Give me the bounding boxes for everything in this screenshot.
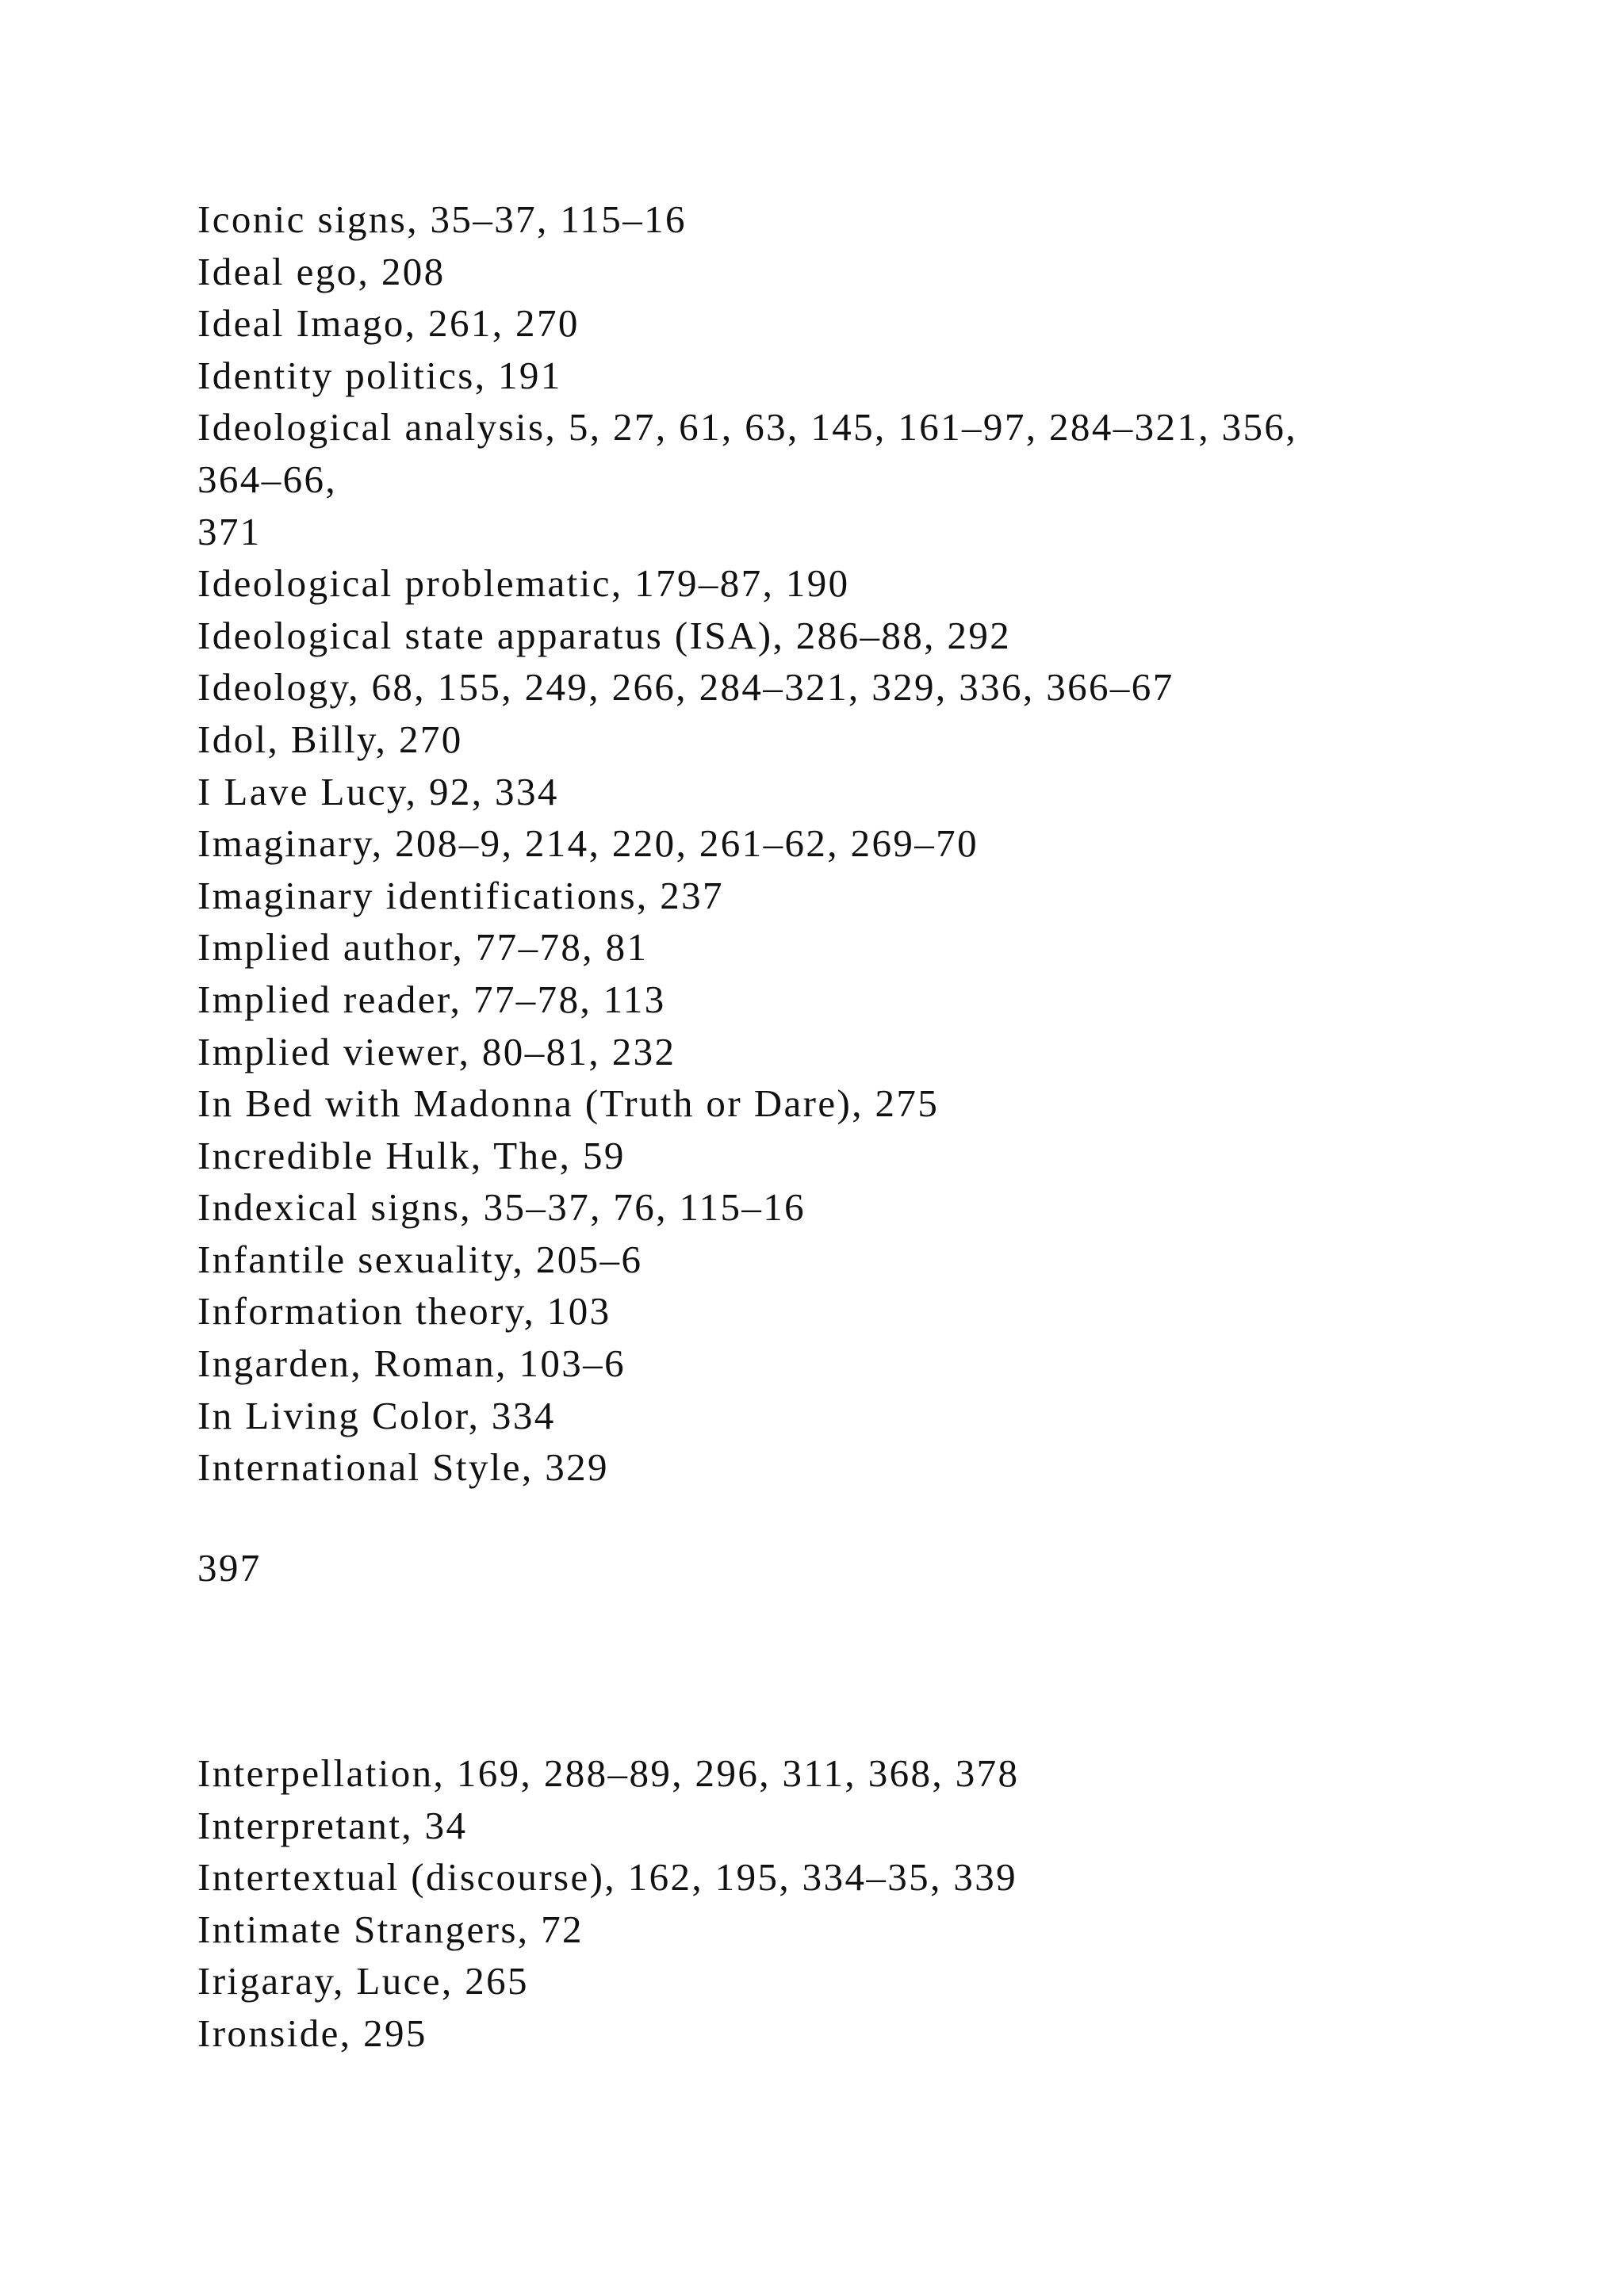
index-entry: Identity politics, 191 (197, 353, 562, 397)
index-entry: In Bed with Madonna (Truth or Dare), 275 (197, 1081, 940, 1126)
index-entry: Ideological analysis, 5, 27, 61, 63, 145, 161–97, 284–321, 356, (197, 405, 1297, 450)
index-entry: International Style, 329 (197, 1445, 609, 1490)
index-entry: Ironside, 295 (197, 2011, 427, 2055)
index-entry: Ideology, 68, 155, 249, 266, 284–321, 329, 336, 366–67 (197, 665, 1174, 710)
index-entry: Indexical signs, 35–37, 76, 115–16 (197, 1185, 806, 1230)
index-entry: Ideal ego, 208 (197, 249, 446, 293)
index-entry: In Living Color, 334 (197, 1393, 556, 1437)
index-entry: Ideological problematic, 179–87, 190 (197, 561, 850, 606)
index-entry: Implied viewer, 80–81, 232 (197, 1029, 676, 1073)
index-entry: Information theory, 103 (197, 1289, 611, 1334)
index-entry: Implied reader, 77–78, 113 (197, 977, 666, 1021)
index-entries-top (197, 193, 1297, 1494)
index-entry: Infantile sexuality, 205–6 (197, 1237, 643, 1281)
index-entry: Irigaray, Luce, 265 (197, 1959, 529, 2003)
page-number: 397 (197, 1546, 262, 1590)
index-entry: Imaginary, 208–9, 214, 220, 261–62, 269–70 (197, 821, 979, 866)
index-entry: Interpellation, 169, 288–89, 296, 311, 368, 378 (197, 1751, 1020, 1795)
index-entry: 364–66, (197, 457, 338, 501)
index-entry: Incredible Hulk, The, 59 (197, 1133, 626, 1177)
index-entry: Idol, Billy, 270 (197, 717, 463, 761)
index-entry: Intimate Strangers, 72 (197, 1907, 584, 1951)
index-entries-bottom (197, 1747, 1019, 2060)
index-entry: Iconic signs, 35–37, 115–16 (197, 197, 687, 241)
index-entry: Intertextual (discourse), 162, 195, 334–35, 339 (197, 1855, 1018, 1900)
index-entry: Implied author, 77–78, 81 (197, 925, 649, 970)
index-entry: Ingarden, Roman, 103–6 (197, 1341, 626, 1386)
index-entry: Ideological state apparatus (ISA), 286–88, 292 (197, 613, 1012, 657)
index-entry: Interpretant, 34 (197, 1803, 468, 1847)
index-entry: 371 (197, 509, 262, 553)
index-entry: I Lave Lucy, 92, 334 (197, 769, 559, 813)
index-entry: Imaginary identifications, 237 (197, 873, 724, 917)
index-entry: Ideal Imago, 261, 270 (197, 301, 580, 346)
